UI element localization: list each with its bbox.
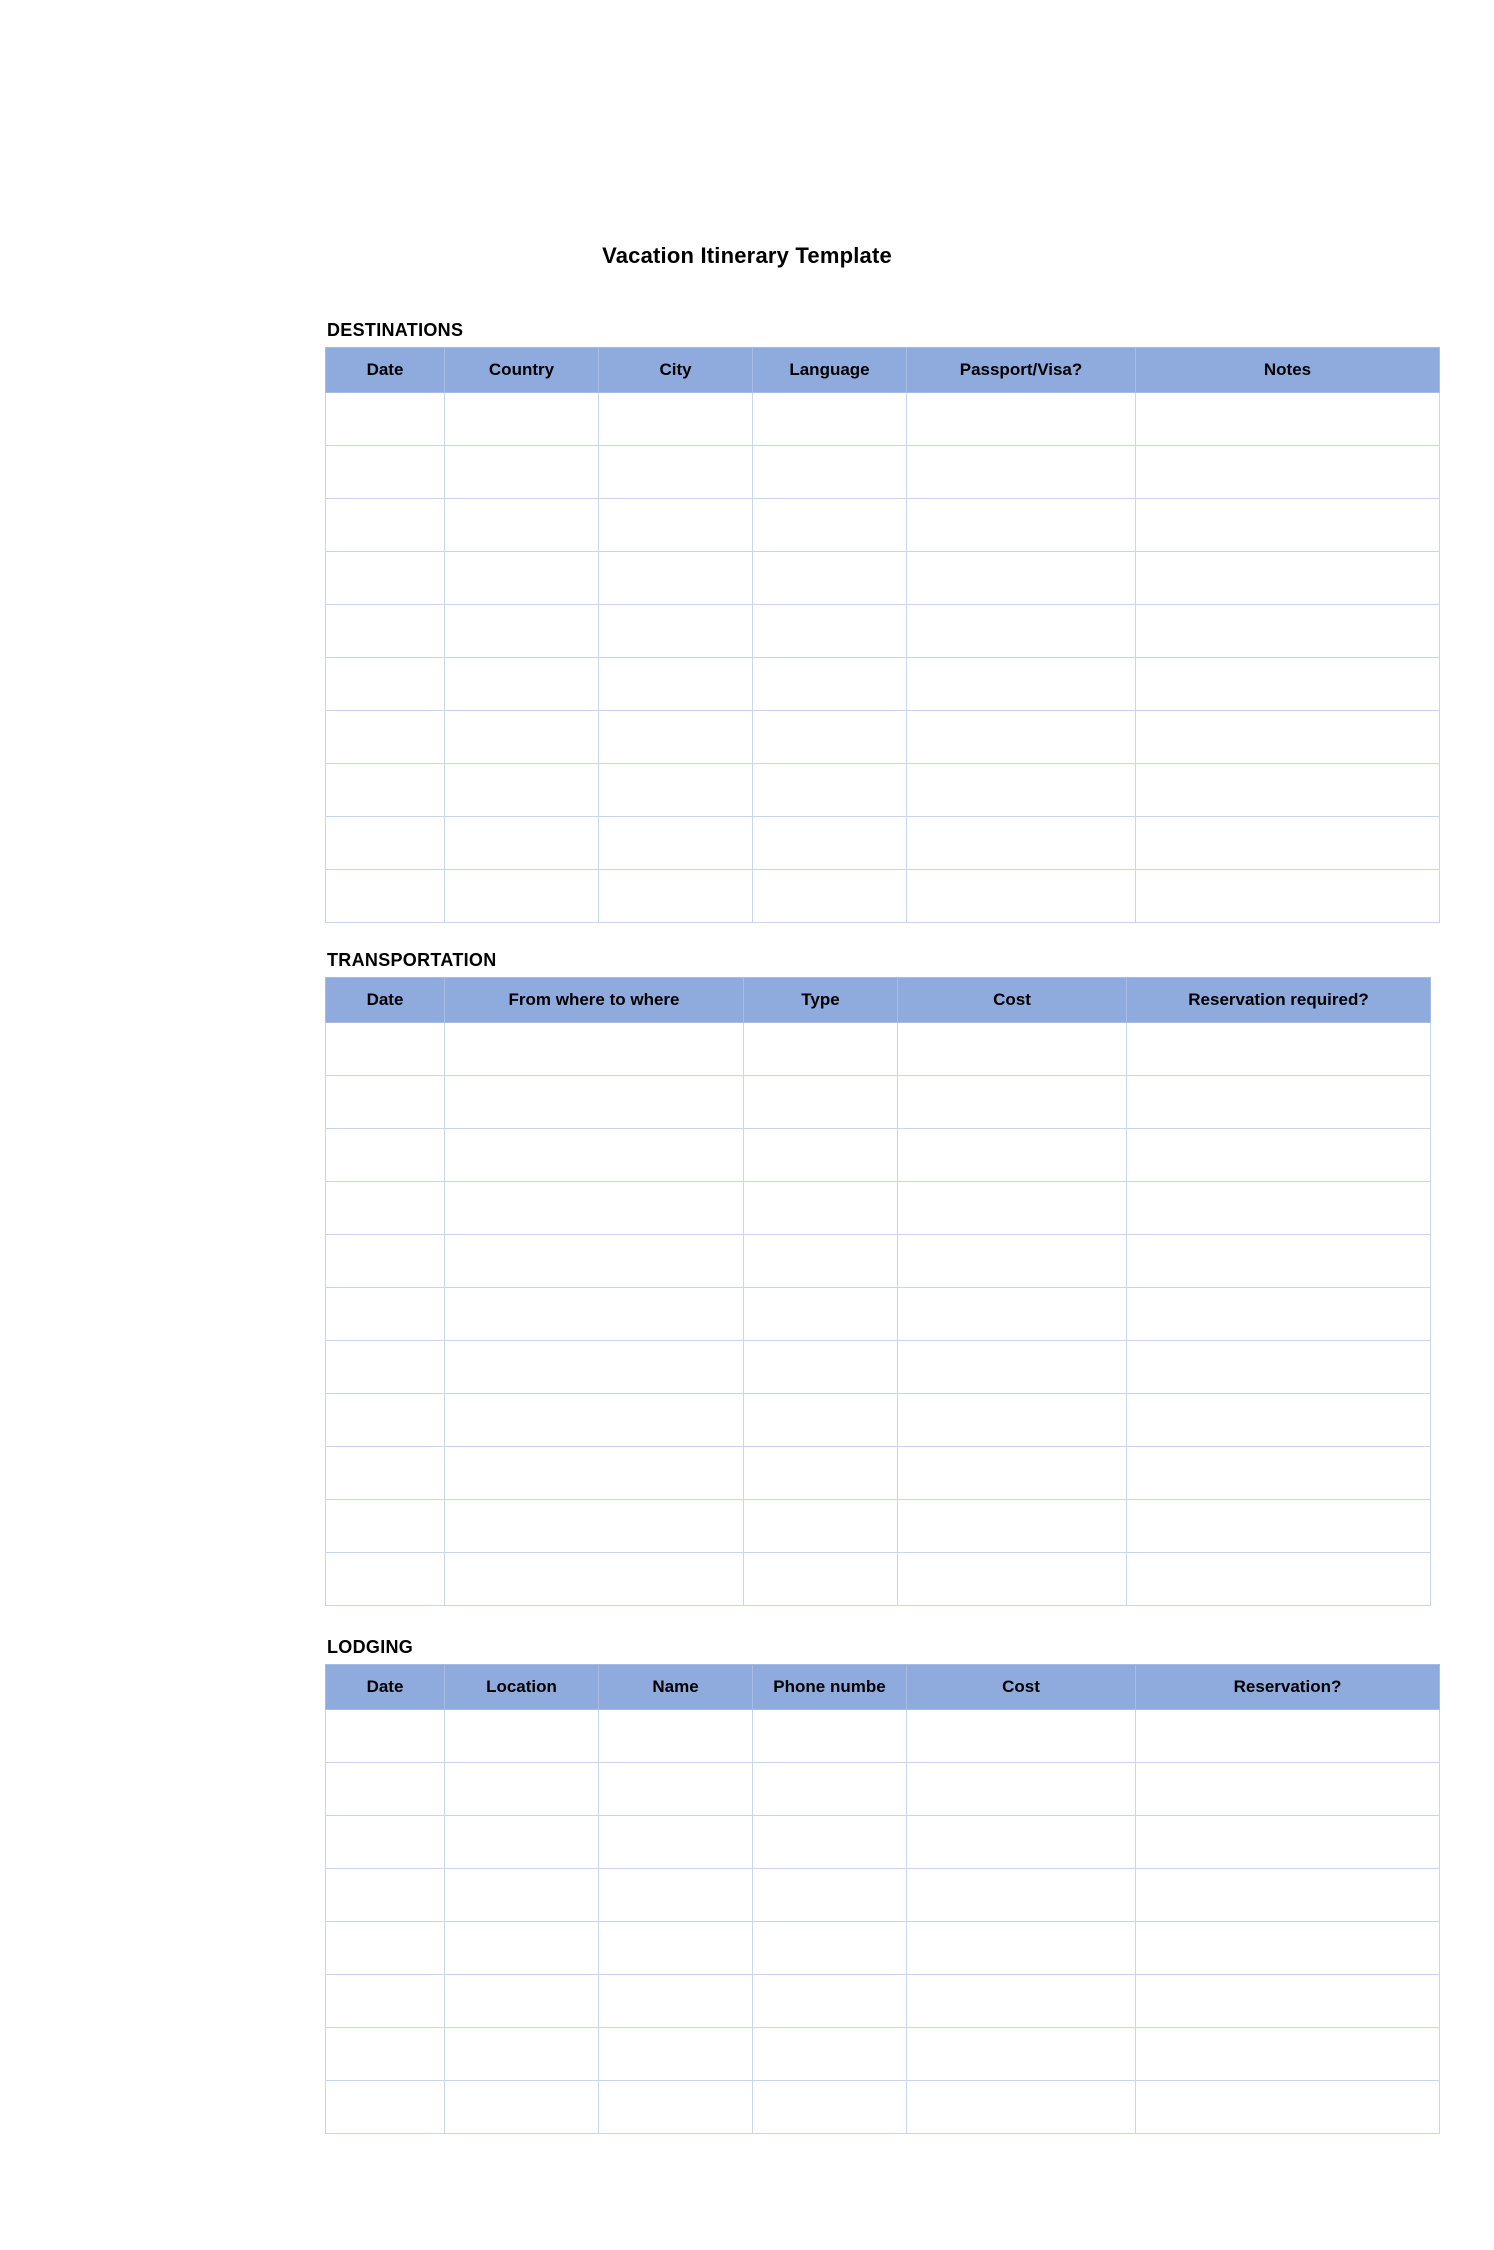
cell-type[interactable] <box>744 1447 898 1500</box>
column-header-location: Location <box>445 1665 599 1710</box>
table-row <box>326 1447 1431 1500</box>
cell-type[interactable] <box>744 1129 898 1182</box>
table-row <box>326 711 1440 764</box>
cell-city[interactable] <box>599 764 753 817</box>
cell-passport[interactable] <box>907 446 1136 499</box>
cell-country[interactable] <box>445 499 599 552</box>
cell-cost[interactable] <box>907 1869 1136 1922</box>
cell-notes[interactable] <box>1136 499 1440 552</box>
cell-passport[interactable] <box>907 499 1136 552</box>
cell-passport[interactable] <box>907 870 1136 923</box>
section-transportation <box>325 950 1395 1606</box>
cell-location[interactable] <box>445 1710 599 1763</box>
cell-country[interactable] <box>445 393 599 446</box>
section-label-lodging: LODGING <box>327 1637 414 1657</box>
cell-passport[interactable] <box>907 393 1136 446</box>
cell-passport[interactable] <box>907 711 1136 764</box>
column-header-reservation: Reservation required? <box>1127 978 1431 1023</box>
cell-notes[interactable] <box>1136 658 1440 711</box>
cell-type[interactable] <box>744 1500 898 1553</box>
table-header-row <box>326 978 1431 1023</box>
cell-date[interactable] <box>326 1922 445 1975</box>
cell-date[interactable] <box>326 1869 445 1922</box>
cell-passport[interactable] <box>907 552 1136 605</box>
cell-cost[interactable] <box>907 1816 1136 1869</box>
table-row <box>326 1763 1440 1816</box>
cell-notes[interactable] <box>1136 870 1440 923</box>
table-row <box>326 499 1440 552</box>
cell-country[interactable] <box>445 817 599 870</box>
cell-country[interactable] <box>445 605 599 658</box>
cell-type[interactable] <box>744 1553 898 1606</box>
cell-cost[interactable] <box>898 1394 1127 1447</box>
cell-from-to[interactable] <box>445 1235 744 1288</box>
table-row <box>326 1235 1431 1288</box>
cell-country[interactable] <box>445 764 599 817</box>
cell-cost[interactable] <box>898 1500 1127 1553</box>
cell-notes[interactable] <box>1136 605 1440 658</box>
cell-passport[interactable] <box>907 658 1136 711</box>
cell-country[interactable] <box>445 446 599 499</box>
cell-cost[interactable] <box>898 1076 1127 1129</box>
cell-cost[interactable] <box>907 1763 1136 1816</box>
table-row <box>326 870 1440 923</box>
cell-from-to[interactable] <box>445 1500 744 1553</box>
table-row <box>326 658 1440 711</box>
cell-reservation[interactable] <box>1127 1023 1431 1076</box>
cell-cost[interactable] <box>898 1447 1127 1500</box>
section-lodging <box>325 1637 1395 2134</box>
column-header-name: Name <box>599 1665 753 1710</box>
cell-cost[interactable] <box>907 1710 1136 1763</box>
section-label-transportation: TRANSPORTATION <box>327 950 497 970</box>
cell-city[interactable] <box>599 499 753 552</box>
cell-date[interactable] <box>326 1763 445 1816</box>
cell-name[interactable] <box>599 1922 753 1975</box>
table-row <box>326 1023 1431 1076</box>
cell-reservation[interactable] <box>1127 1500 1431 1553</box>
cell-language[interactable] <box>753 817 907 870</box>
table-row <box>326 446 1440 499</box>
cell-country[interactable] <box>445 870 599 923</box>
cell-name[interactable] <box>599 1710 753 1763</box>
cell-date[interactable] <box>326 1447 445 1500</box>
cell-passport[interactable] <box>907 764 1136 817</box>
column-header-date: Date <box>326 348 445 393</box>
cell-location[interactable] <box>445 1816 599 1869</box>
cell-date[interactable] <box>326 446 445 499</box>
table-row <box>326 1394 1431 1447</box>
cell-language[interactable] <box>753 870 907 923</box>
table-row <box>326 2081 1440 2134</box>
cell-type[interactable] <box>744 1288 898 1341</box>
cell-language[interactable] <box>753 446 907 499</box>
cell-date[interactable] <box>326 711 445 764</box>
lodging-table <box>325 1664 1440 2134</box>
cell-passport[interactable] <box>907 817 1136 870</box>
table-row <box>326 1816 1440 1869</box>
cell-notes[interactable] <box>1136 446 1440 499</box>
cell-date[interactable] <box>326 1076 445 1129</box>
table-row <box>326 1129 1431 1182</box>
cell-from-to[interactable] <box>445 1394 744 1447</box>
cell-from-to[interactable] <box>445 1076 744 1129</box>
cell-language[interactable] <box>753 605 907 658</box>
cell-cost[interactable] <box>898 1341 1127 1394</box>
table-row <box>326 1182 1431 1235</box>
cell-from-to[interactable] <box>445 1182 744 1235</box>
destinations-table <box>325 347 1440 923</box>
cell-name[interactable] <box>599 1816 753 1869</box>
cell-city[interactable] <box>599 446 753 499</box>
cell-date[interactable] <box>326 1288 445 1341</box>
cell-reservation[interactable] <box>1127 1288 1431 1341</box>
table-row <box>326 393 1440 446</box>
cell-date[interactable] <box>326 1182 445 1235</box>
table-row <box>326 1869 1440 1922</box>
cell-reservation[interactable] <box>1136 2081 1440 2134</box>
section-label-destinations: DESTINATIONS <box>327 320 464 340</box>
table-row <box>326 1553 1431 1606</box>
cell-country[interactable] <box>445 552 599 605</box>
cell-language[interactable] <box>753 711 907 764</box>
transportation-table-body <box>326 1023 1431 1606</box>
transportation-table <box>325 977 1431 1606</box>
table-row <box>326 2028 1440 2081</box>
cell-from-to[interactable] <box>445 1023 744 1076</box>
cell-phone[interactable] <box>753 1710 907 1763</box>
table-row <box>326 1288 1431 1341</box>
cell-reservation[interactable] <box>1136 2028 1440 2081</box>
cell-cost[interactable] <box>898 1129 1127 1182</box>
cell-cost[interactable] <box>907 2081 1136 2134</box>
cell-date[interactable] <box>326 1023 445 1076</box>
cell-date[interactable] <box>326 1129 445 1182</box>
cell-cost[interactable] <box>907 1975 1136 2028</box>
cell-reservation[interactable] <box>1127 1341 1431 1394</box>
cell-cost[interactable] <box>898 1288 1127 1341</box>
cell-type[interactable] <box>744 1182 898 1235</box>
page-title: Vacation Itinerary Template <box>602 243 892 268</box>
cell-from-to[interactable] <box>445 1129 744 1182</box>
cell-phone[interactable] <box>753 1922 907 1975</box>
cell-type[interactable] <box>744 1023 898 1076</box>
cell-date[interactable] <box>326 2028 445 2081</box>
cell-type[interactable] <box>744 1076 898 1129</box>
cell-language[interactable] <box>753 552 907 605</box>
cell-reservation[interactable] <box>1127 1129 1431 1182</box>
cell-notes[interactable] <box>1136 552 1440 605</box>
cell-city[interactable] <box>599 817 753 870</box>
cell-reservation[interactable] <box>1136 1816 1440 1869</box>
cell-phone[interactable] <box>753 1816 907 1869</box>
cell-location[interactable] <box>445 2081 599 2134</box>
cell-date[interactable] <box>326 2081 445 2134</box>
column-header-date: Date <box>326 1665 445 1710</box>
cell-from-to[interactable] <box>445 1288 744 1341</box>
cell-reservation[interactable] <box>1127 1553 1431 1606</box>
table-row <box>326 605 1440 658</box>
table-row <box>326 1076 1431 1129</box>
cell-reservation[interactable] <box>1136 1763 1440 1816</box>
lodging-table-body <box>326 1710 1440 2134</box>
cell-type[interactable] <box>744 1235 898 1288</box>
cell-reservation[interactable] <box>1136 1975 1440 2028</box>
cell-type[interactable] <box>744 1394 898 1447</box>
column-header-date: Date <box>326 978 445 1023</box>
column-header-reservation: Reservation? <box>1136 1665 1440 1710</box>
cell-location[interactable] <box>445 1763 599 1816</box>
cell-cost[interactable] <box>907 1922 1136 1975</box>
cell-date[interactable] <box>326 870 445 923</box>
cell-phone[interactable] <box>753 1975 907 2028</box>
cell-phone[interactable] <box>753 2028 907 2081</box>
cell-cost[interactable] <box>898 1182 1127 1235</box>
cell-date[interactable] <box>326 764 445 817</box>
table-row <box>326 1710 1440 1763</box>
cell-name[interactable] <box>599 1869 753 1922</box>
column-header-city: City <box>599 348 753 393</box>
cell-notes[interactable] <box>1136 817 1440 870</box>
cell-cost[interactable] <box>898 1023 1127 1076</box>
cell-date[interactable] <box>326 393 445 446</box>
cell-language[interactable] <box>753 393 907 446</box>
cell-date[interactable] <box>326 1710 445 1763</box>
cell-reservation[interactable] <box>1127 1182 1431 1235</box>
cell-reservation[interactable] <box>1127 1076 1431 1129</box>
cell-language[interactable] <box>753 658 907 711</box>
column-header-cost: Cost <box>907 1665 1136 1710</box>
cell-city[interactable] <box>599 870 753 923</box>
cell-phone[interactable] <box>753 2081 907 2134</box>
table-row <box>326 1922 1440 1975</box>
cell-date[interactable] <box>326 1341 445 1394</box>
table-row <box>326 817 1440 870</box>
cell-location[interactable] <box>445 1922 599 1975</box>
cell-language[interactable] <box>753 764 907 817</box>
cell-date[interactable] <box>326 1553 445 1606</box>
cell-country[interactable] <box>445 711 599 764</box>
column-header-country: Country <box>445 348 599 393</box>
section-destinations <box>325 320 1395 923</box>
cell-date[interactable] <box>326 1816 445 1869</box>
column-header-language: Language <box>753 348 907 393</box>
table-header-row <box>326 348 1440 393</box>
cell-type[interactable] <box>744 1341 898 1394</box>
cell-phone[interactable] <box>753 1763 907 1816</box>
column-header-from-to: From where to where <box>445 978 744 1023</box>
column-header-notes: Notes <box>1136 348 1440 393</box>
cell-notes[interactable] <box>1136 711 1440 764</box>
cell-reservation[interactable] <box>1127 1447 1431 1500</box>
cell-date[interactable] <box>326 1975 445 2028</box>
table-header-row <box>326 1665 1440 1710</box>
cell-name[interactable] <box>599 1763 753 1816</box>
cell-date[interactable] <box>326 552 445 605</box>
cell-notes[interactable] <box>1136 393 1440 446</box>
cell-country[interactable] <box>445 658 599 711</box>
cell-reservation[interactable] <box>1136 1869 1440 1922</box>
column-header-cost: Cost <box>898 978 1127 1023</box>
table-row <box>326 764 1440 817</box>
table-row <box>326 1975 1440 2028</box>
cell-from-to[interactable] <box>445 1341 744 1394</box>
table-row <box>326 1341 1431 1394</box>
cell-name[interactable] <box>599 2081 753 2134</box>
column-header-phone: Phone numbe <box>753 1665 907 1710</box>
table-row <box>326 552 1440 605</box>
cell-cost[interactable] <box>907 2028 1136 2081</box>
cell-date[interactable] <box>326 658 445 711</box>
table-row <box>326 1500 1431 1553</box>
cell-language[interactable] <box>753 499 907 552</box>
cell-city[interactable] <box>599 605 753 658</box>
cell-passport[interactable] <box>907 605 1136 658</box>
cell-reservation[interactable] <box>1136 1710 1440 1763</box>
cell-date[interactable] <box>326 817 445 870</box>
cell-name[interactable] <box>599 1975 753 2028</box>
cell-city[interactable] <box>599 552 753 605</box>
cell-date[interactable] <box>326 1394 445 1447</box>
cell-name[interactable] <box>599 2028 753 2081</box>
cell-phone[interactable] <box>753 1869 907 1922</box>
destinations-table-body <box>326 393 1440 923</box>
cell-date[interactable] <box>326 1500 445 1553</box>
cell-cost[interactable] <box>898 1235 1127 1288</box>
cell-reservation[interactable] <box>1136 1922 1440 1975</box>
cell-date[interactable] <box>326 1235 445 1288</box>
cell-reservation[interactable] <box>1127 1394 1431 1447</box>
cell-notes[interactable] <box>1136 764 1440 817</box>
cell-location[interactable] <box>445 1975 599 2028</box>
column-header-passport: Passport/Visa? <box>907 348 1136 393</box>
cell-reservation[interactable] <box>1127 1235 1431 1288</box>
column-header-type: Type <box>744 978 898 1023</box>
cell-city[interactable] <box>599 658 753 711</box>
cell-date[interactable] <box>326 605 445 658</box>
cell-from-to[interactable] <box>445 1553 744 1606</box>
cell-city[interactable] <box>599 393 753 446</box>
cell-city[interactable] <box>599 711 753 764</box>
cell-location[interactable] <box>445 1869 599 1922</box>
cell-location[interactable] <box>445 2028 599 2081</box>
cell-date[interactable] <box>326 499 445 552</box>
cell-from-to[interactable] <box>445 1447 744 1500</box>
cell-cost[interactable] <box>898 1553 1127 1606</box>
